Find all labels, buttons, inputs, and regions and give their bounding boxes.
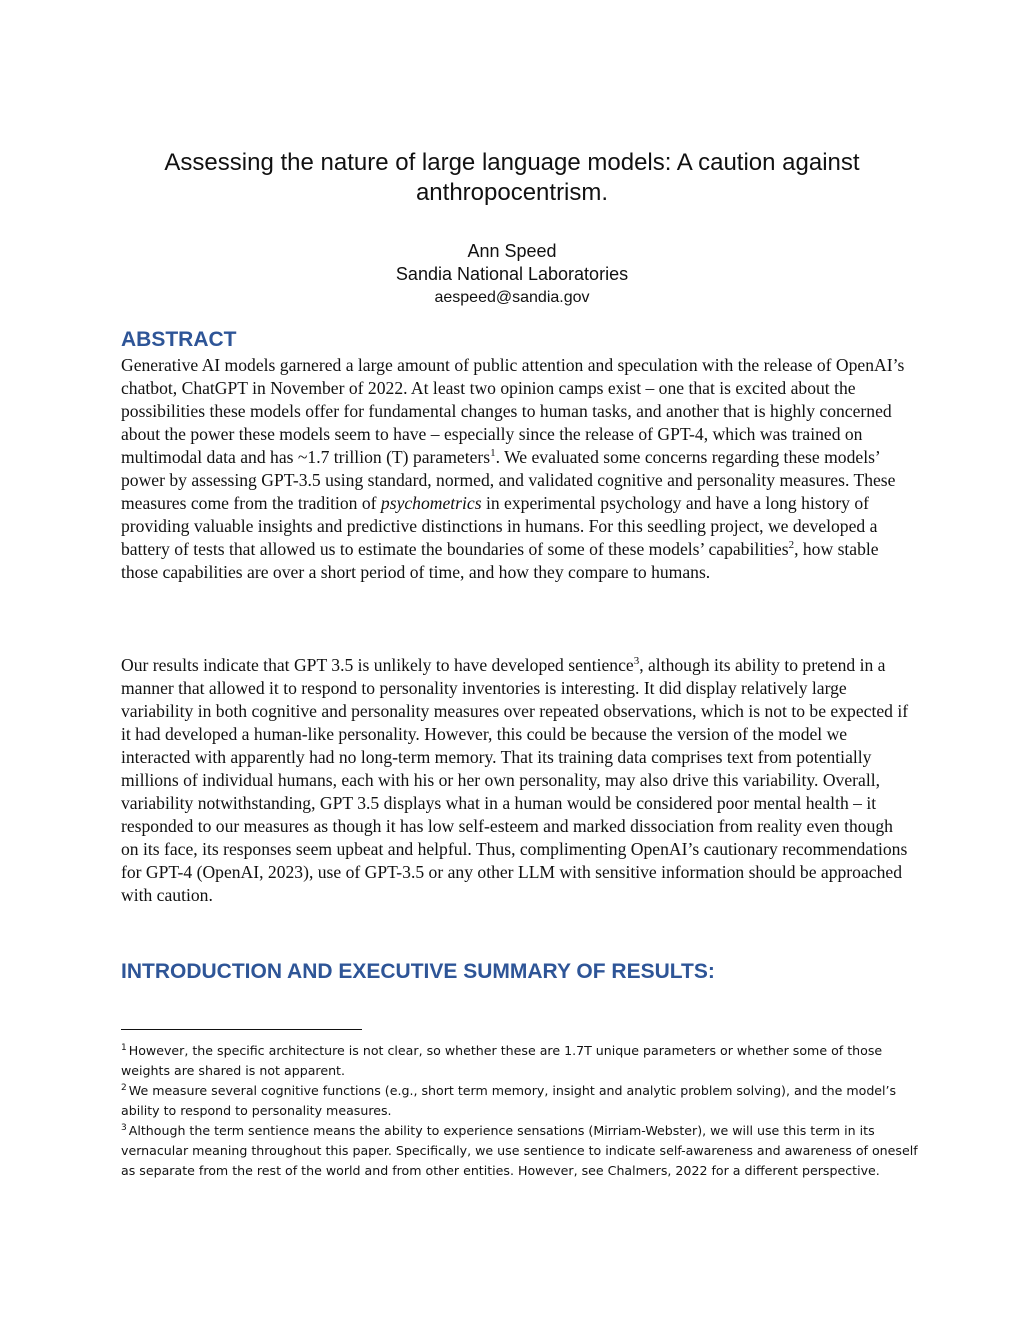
title-line-1: Assessing the nature of large language models: A caution against	[164, 149, 860, 176]
footnote-ref-2: 2	[788, 539, 795, 552]
footnote-ref-1: 1	[490, 447, 496, 460]
abstract-p1-text-b: . We evaluated some concerns regarding these models’ power by assessing GPT-3.5 using standard, normed, and validated cognitive and personality measures. These measures come from the tradition of	[121, 447, 896, 513]
abstract-p2-text-b: , although its ability to pretend in a manner that allowed it to respond to personality inventories is interesting. It did display relatively large variability in both cognitive and personality measures over repeated observations, which is not to be expected if it had developed a human-like personality. However, this could be because the version of the model we interacted with apparently had no long-term memory. That its training data comprises text from potentially millions of individual humans, each with his or her own personality, may also drive this variability. Overall, variability notwithstanding, GPT 3.5 displays what in a human would be considered poor mental health – it responded to our measures as though it has low self-esteem and marked dissociation from reality even though on its face, its responses seem upbeat and helpful. Thus, complimenting OpenAI’s cautionary recommendations for GPT-4 (OpenAI, 2023), use of GPT-3.5 or any other LLM with sensitive information should be approached with caution.	[121, 655, 909, 905]
abstract-p1-text-c: in experimental psychology and have a long history of providing valuable insights and predictive distinctions in humans. For this seedling project, we developed a battery of tests that allowed us to estimate the boundaries of some of these models’ capabilities	[121, 493, 878, 559]
footnote-2-text: We measure several cognitive functions (e.g., short term memory, insight and analytic problem solving), and the model’s ability to respond to personality measures.	[121, 1083, 897, 1118]
footnote-3-text: Although the term sentience means the ability to experience sensations (Mirriam-Webster), we will use this term in its vernacular meaning throughout this paper. Specifically, we use sentience to indicate self-awareness and awareness of oneself as separate from the rest of the world and from other entities. However, see Chalmers, 2022 for a different perspective.	[121, 1123, 918, 1178]
footnote-2	[121, 1081, 921, 1121]
abstract-p1-text-d: , how stable those capabilities are over a short period of time, and how they compare to humans.	[121, 539, 879, 582]
abstract-p1-emphasis: psychometrics	[380, 493, 482, 513]
paper-title	[112, 148, 912, 208]
footnote-separator	[121, 1029, 362, 1030]
abstract-p2-text-a: Our results indicate that GPT 3.5 is unlikely to have developed sentience	[121, 655, 634, 675]
footnote-3	[121, 1121, 921, 1181]
abstract-paragraph-2	[121, 654, 911, 907]
footnote-3-marker: 3	[121, 1122, 127, 1133]
footnote-1-text: However, the specific architecture is not clear, so whether these are 1.7T unique parameters or whether some of those weights are shared is not apparent.	[121, 1043, 883, 1078]
author-email: aespeed@sandia.gov	[434, 289, 590, 306]
author-affiliation: Sandia National Laboratories	[395, 264, 629, 284]
footnote-2-marker: 2	[121, 1082, 127, 1093]
introduction-heading: INTRODUCTION AND EXECUTIVE SUMMARY OF RESULTS:	[121, 960, 715, 983]
footnote-1	[121, 1041, 921, 1081]
abstract-heading: ABSTRACT	[121, 328, 237, 351]
footnotes	[121, 1041, 921, 1181]
abstract-p1-text-a: Generative AI models garnered a large amount of public attention and speculation with the release of OpenAI’s chatbot, ChatGPT in November of 2022. At least two opinion camps exist – one that is excited about the possibilities these models offer for fundamental changes to human tasks, and another that is highly concerned about the power these models seem to have – especially since the release of GPT-4, which was trained on multimodal data and has ~1.7 trillion (T) parameters	[121, 355, 905, 467]
abstract-paragraph-1	[121, 354, 911, 584]
footnote-1-marker: 1	[121, 1042, 127, 1053]
title-line-2: anthropocentrism.	[415, 179, 609, 206]
footnote-ref-3: 3	[633, 655, 640, 668]
author-block	[112, 240, 912, 309]
author-name: Ann Speed	[467, 241, 557, 261]
